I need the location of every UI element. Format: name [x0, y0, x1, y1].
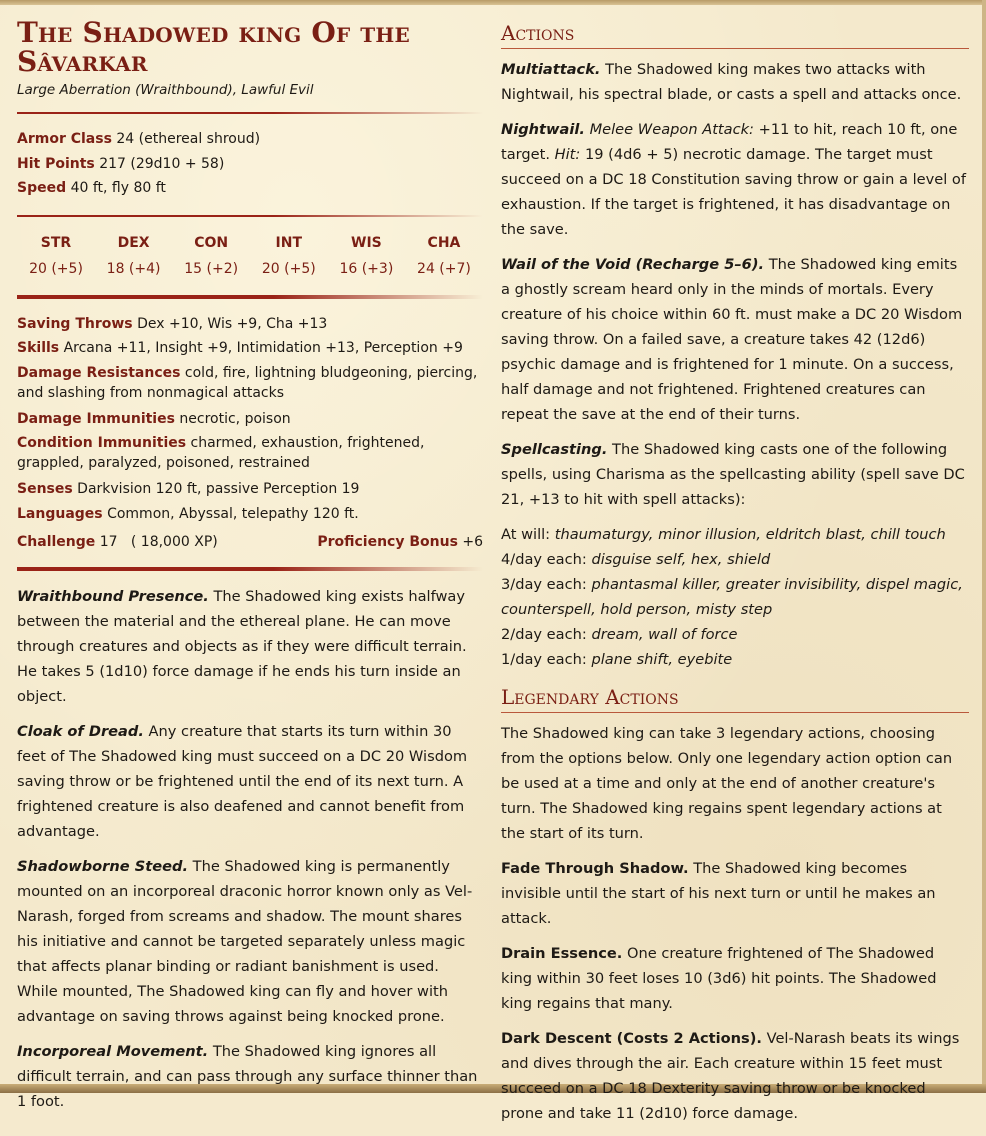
armor-class: [17, 127, 483, 152]
senses: [17, 477, 483, 502]
hit-text: 19 (4d6 + 5) necrotic damage. The target must succeed on a DC 18 Constitution saving throw or gain a level of exhaustion. If the target is frightened, it has disadvantage on the save.: [501, 146, 966, 238]
ability-score: 20 (+5): [29, 260, 83, 277]
skills-label: Skills: [17, 340, 60, 356]
damage-resistances-label: Damage Resistances: [17, 364, 181, 381]
legendary-action-name: Fade Through Shadow.: [501, 860, 689, 877]
speed-value: 40 ft, fly 80 ft: [70, 180, 166, 196]
damage-immunities: [17, 407, 483, 432]
trait-name: Cloak of Dread.: [17, 722, 144, 740]
damage-immunities-label: Damage Immunities: [17, 410, 175, 427]
legendary-action-text: The Shadowed king becomes invisible until the start of his next turn or until he makes an attack.: [501, 860, 936, 927]
ability-name: WIS: [351, 234, 382, 251]
ability-name: INT: [275, 234, 303, 251]
legendary-action: [501, 1026, 969, 1126]
left-column: [17, 18, 483, 1124]
languages-label: Languages: [17, 505, 103, 522]
divider: [17, 295, 483, 299]
actions-heading: Actions: [501, 20, 969, 49]
action-text: The Shadowed king makes two attacks with Nightwail, his spectral blade, or casts a spell and attacks once.: [501, 61, 962, 103]
spell-row: [501, 522, 969, 547]
skills-value: Arcana +11, Insight +9, Intimidation +13, Perception +9: [63, 340, 463, 356]
spell-names: plane shift, eyebite: [591, 651, 733, 668]
ability-score: 24 (+7): [417, 260, 471, 277]
spell-names: disguise self, hex, shield: [591, 551, 771, 568]
spell-list: [501, 522, 969, 672]
monster-name: [17, 18, 483, 76]
trait-text: Any creature that starts its turn within 30 feet of The Shadowed king must succeed on a DC 20 Wisdom saving throw or be frightened until the end of its next turn. A frightened creature is also deafened and cannot benefit from advantage.: [17, 722, 468, 840]
saving-throws: [17, 312, 483, 337]
spell-frequency: 1/day each:: [501, 651, 587, 668]
trait-text: The Shadowed king is permanently mounted on an incorporeal draconic horror known only as Vel-Narash, forged from screams and shadow. The mount shares his initiative and cannot be targeted separately unless magic that affects planar binding or radiant banishment is used. While mounted, The Shadowed king can fly and hover with advantage on saving throws against being knocked prone.: [17, 857, 473, 1025]
page-right-edge: [982, 0, 986, 1093]
action-text: The Shadowed king casts one of the following spells, using Charisma as the spellcasting ability (spell save DC 21, +13 to hit with spell attacks):: [501, 441, 965, 508]
traits: [17, 584, 483, 1114]
trait-name: Incorporeal Movement.: [17, 1042, 209, 1060]
action-name: Wail of the Void (Recharge 5–6).: [501, 256, 765, 273]
challenge-label: Challenge: [17, 534, 96, 550]
legendary-action-name: Dark Descent (Costs 2 Actions).: [501, 1030, 762, 1047]
ability-score: 16 (+3): [339, 260, 394, 277]
hit-points-value: 217 (29d10 + 58): [99, 155, 225, 172]
core-stats: [17, 127, 483, 201]
senses-label: Senses: [17, 481, 73, 497]
armor-class-label: Armor Class: [17, 131, 112, 147]
damage-resistances: [17, 363, 483, 403]
ability-int: [252, 230, 326, 281]
trait: [17, 584, 483, 709]
saving-throws-value: Dex +10, Wis +9, Cha +13: [137, 315, 328, 332]
trait-text: The Shadowed king exists halfway between the material and the ethereal plane. He can move through creatures and objects as if they were difficult terrain. He takes 5 (1d10) force damage if he ends his turn inside an object.: [17, 587, 467, 705]
divider: [17, 215, 483, 217]
attack-text: +11 to hit, reach 10 ft, one target.: [501, 121, 958, 163]
trait: [17, 719, 483, 844]
armor-class-value: 24 (ethereal shroud): [116, 131, 261, 147]
action-text: The Shadowed king emits a ghostly scream heard only in the minds of mortals. Every creature of his choice within 60 ft. must make a DC 20 Wisdom saving throw. On a failed save, a creature takes 42 (12d6) psychic damage and is frightened for 1 minute. On a success, half damage and not frightened. Frightened creatures can repeat the save at the end of their turns.: [501, 256, 963, 423]
spell-names: thaumaturgy, minor illusion, eldritch blast, chill touch: [554, 526, 946, 543]
legendary-action-text: One creature frightened of The Shadowed king within 30 feet loses 10 (3d6) hit points. The Shadowed king regains that many.: [501, 945, 937, 1012]
damage-immunities-value: necrotic, poison: [179, 410, 291, 427]
legendary-action-name: Drain Essence.: [501, 945, 623, 962]
legendary-intro: The Shadowed king can take 3 legendary actions, choosing from the options below. Only one legendary action option can be used at a time and only at the end of another creature's turn. The Shadowed king regains spent legendary actions at the start of its turn.: [501, 725, 953, 842]
ability-cha: [407, 230, 481, 281]
spell-names: phantasmal killer, greater invisibility, dispel magic, counterspell, hold person, misty step: [501, 576, 963, 618]
hit-points-label: Hit Points: [17, 155, 95, 172]
spell-row: [501, 547, 969, 572]
hit-label: Hit:: [554, 146, 581, 163]
trait-text: The Shadowed king ignores all difficult terrain, and can pass through any surface thinner than 1 foot.: [17, 1042, 478, 1110]
languages: [17, 502, 483, 527]
legendary-action: [501, 941, 969, 1016]
saving-throws-label: Saving Throws: [17, 315, 133, 332]
spell-frequency: At will:: [501, 526, 551, 543]
proficiency-bonus: [317, 530, 483, 555]
legendary-action: [501, 856, 969, 931]
action-nightwail: [501, 117, 969, 242]
challenge-value: 17 ( 18,000 XP): [99, 534, 218, 550]
challenge: [17, 530, 218, 555]
ability-name: DEX: [117, 234, 150, 251]
trait: [17, 1039, 483, 1114]
proficiency-label: Proficiency Bonus: [317, 534, 458, 550]
action-spellcasting: [501, 437, 969, 512]
legendary-actions-heading: Legendary Actions: [501, 684, 969, 713]
ability-name: STR: [40, 234, 72, 251]
spell-names: dream, wall of force: [591, 626, 738, 643]
action-name: Spellcasting.: [501, 441, 608, 458]
spell-row: [501, 647, 969, 672]
ability-scores: [17, 230, 483, 281]
spell-frequency: 2/day each:: [501, 626, 587, 643]
skills: [17, 336, 483, 361]
ability-wis: [329, 230, 403, 281]
action-wail: [501, 252, 969, 427]
ability-score: 15 (+2): [184, 260, 239, 277]
ability-dex: [97, 230, 171, 281]
spell-row: [501, 622, 969, 647]
divider: [17, 112, 483, 114]
action-name: Multiattack.: [501, 61, 601, 78]
legendary-action-text: Vel-Narash beats its wings and dives through the air. Each creature within 15 feet must succeed on a DC 18 Dexterity saving throw or be knocked prone and take 11 (2d10) force damage.: [501, 1030, 960, 1122]
senses-value: Darkvision 120 ft, passive Perception 19: [77, 481, 360, 497]
ability-name: CON: [194, 234, 229, 251]
hit-points: [17, 152, 483, 177]
ability-score: 18 (+4): [106, 260, 161, 277]
ability-score: 20 (+5): [261, 260, 316, 277]
spell-frequency: 4/day each:: [501, 551, 587, 568]
spell-row: [501, 572, 969, 622]
speed-label: Speed: [17, 180, 67, 196]
trait-name: Shadowborne Steed.: [17, 857, 189, 875]
attack-type: Melee Weapon Attack:: [589, 121, 754, 138]
damage-resistances-value: cold, fire, lightning bludgeoning, piercing, and slashing from nonmagical attacks: [17, 364, 478, 401]
challenge-row: [17, 526, 483, 555]
action-multiattack: [501, 57, 969, 107]
monster-name-line-2: Sâvarkar: [17, 45, 148, 78]
right-column: [501, 20, 969, 1136]
spell-frequency: 3/day each:: [501, 576, 587, 593]
condition-immunities: [17, 433, 483, 473]
monster-name-line-1: The Shadowed king Of the: [17, 16, 410, 49]
divider: [17, 567, 483, 571]
condition-immunities-label: Condition Immunities: [17, 435, 187, 451]
trait: [17, 854, 483, 1029]
page-top-edge: [0, 0, 986, 5]
languages-value: Common, Abyssal, telepathy 120 ft.: [107, 505, 359, 522]
trait-name: Wraithbound Presence.: [17, 587, 209, 605]
ability-str: [19, 230, 93, 281]
condition-immunities-value: charmed, exhaustion, frightened, grappled, paralyzed, poisoned, restrained: [17, 435, 425, 471]
speed: [17, 176, 483, 201]
ability-con: [174, 230, 248, 281]
ability-name: CHA: [427, 234, 461, 251]
monster-meta: Large Aberration (Wraithbound), Lawful Evil: [17, 82, 314, 98]
proficiency-value: +6: [462, 534, 483, 550]
action-name: Nightwail.: [501, 121, 585, 138]
detail-stats: [17, 312, 483, 555]
